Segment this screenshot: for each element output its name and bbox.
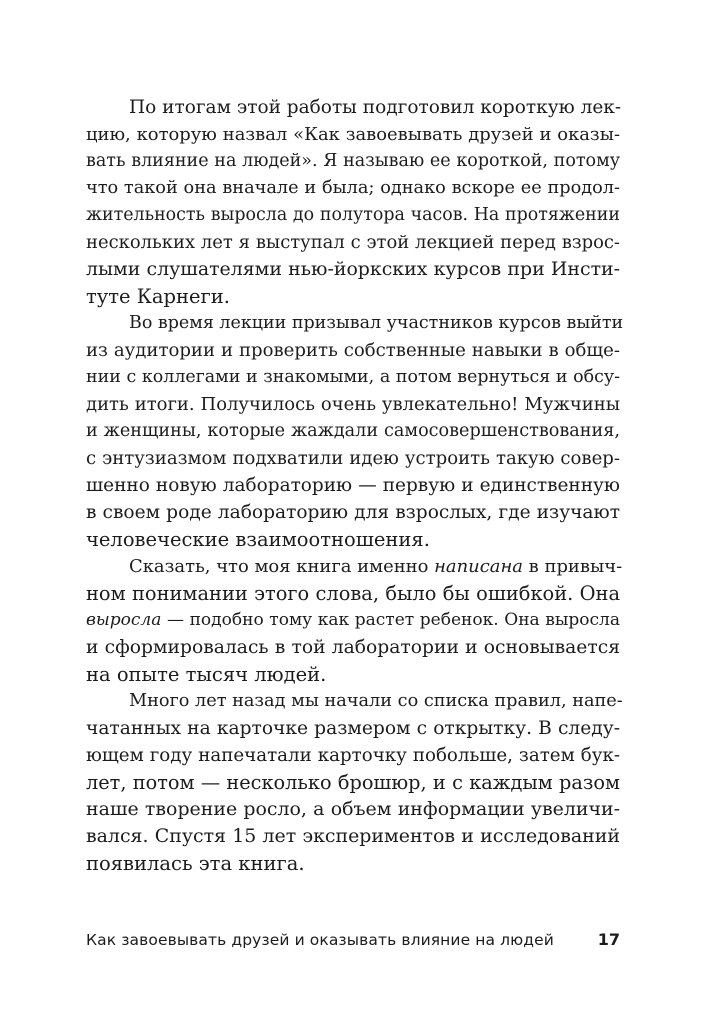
text-line: Во время лекции призывал участников курсов выйти <box>129 313 624 333</box>
text-line: появилась эта книга. <box>86 852 305 875</box>
text-line: чатанных на карточке размером с открытку. В следу- <box>86 718 620 739</box>
paragraph-2 <box>86 310 624 553</box>
text-line: жительность выросла до полутора часов. На протяжении <box>86 205 620 225</box>
text-line: цию, которую назвал «Как завоевывать друзей и оказы- <box>86 124 620 145</box>
text-line: и женщины, которые жаждали самосовершенствования, <box>86 421 620 441</box>
text-line: ющем году напечатали карточку побольше, затем бук- <box>86 745 620 766</box>
text-line: По итогам этой работы подготовил короткую лек- <box>129 97 622 118</box>
text-line: что такой она вначале и была; однако вскоре ее продол- <box>86 178 620 198</box>
text-line: лет, потом — несколько брошюр, и с каждым разом <box>86 771 620 794</box>
text-line: на опыте тысяч людей. <box>86 663 327 686</box>
text-line: вался. Спустя 15 лет экспериментов и исследований <box>86 825 620 847</box>
paragraph-1 <box>86 94 620 310</box>
page-footer <box>86 928 620 952</box>
paragraph-4 <box>86 688 623 877</box>
text-line: и сформировалась в той лаборатории и основывается <box>86 637 620 658</box>
italic-word: написана <box>434 556 523 577</box>
text-run: в привыч- <box>522 556 623 577</box>
text-line: ном понимании этого слова, было бы ошибкой. Она <box>86 582 620 605</box>
text-run: — подобно тому как растет ребенок. Она выросла <box>161 610 620 630</box>
text-line <box>86 607 620 634</box>
text-line: Много лет назад мы начали со списка правил, напе- <box>129 691 623 711</box>
text-line: лыми слушателями нью-йоркских курсов при Инсти- <box>86 258 620 280</box>
text-line: человеческие взаимоотношения. <box>86 528 430 551</box>
body-text <box>86 94 624 877</box>
italic-word: выросла <box>86 610 162 630</box>
text-line: в своем роде лабораторию для взрослых, где изучают <box>86 502 620 523</box>
text-line: с энтузиазмом подхватили идею устроить такую совер- <box>86 448 620 469</box>
text-run: Сказать, что моя книга именно <box>129 556 435 577</box>
text-line: дить итоги. Получилось очень увлекательно! Мужчины <box>86 394 620 415</box>
text-line: нии с коллегами и знакомыми, а потом вернуться и обсу- <box>86 367 620 387</box>
text-line: шенно новую лабораторию — первую и единственную <box>86 475 620 496</box>
text-line: нескольких лет я выступал с этой лекцией перед взрос- <box>86 232 620 253</box>
running-title: Как завоевывать друзей и оказывать влияние на людей <box>86 931 554 949</box>
text-line: из аудитории и проверить собственные навыки в обще- <box>86 340 620 361</box>
text-line: туте Карнеги. <box>86 285 230 308</box>
paragraph-3 <box>86 553 623 688</box>
text-line: вать влияние на людей». Я называю ее короткой, потому <box>86 151 620 171</box>
text-line <box>86 553 623 580</box>
text-line: наше творение росло, а объем информации увеличи- <box>86 798 620 820</box>
page-number: 17 <box>597 930 620 949</box>
